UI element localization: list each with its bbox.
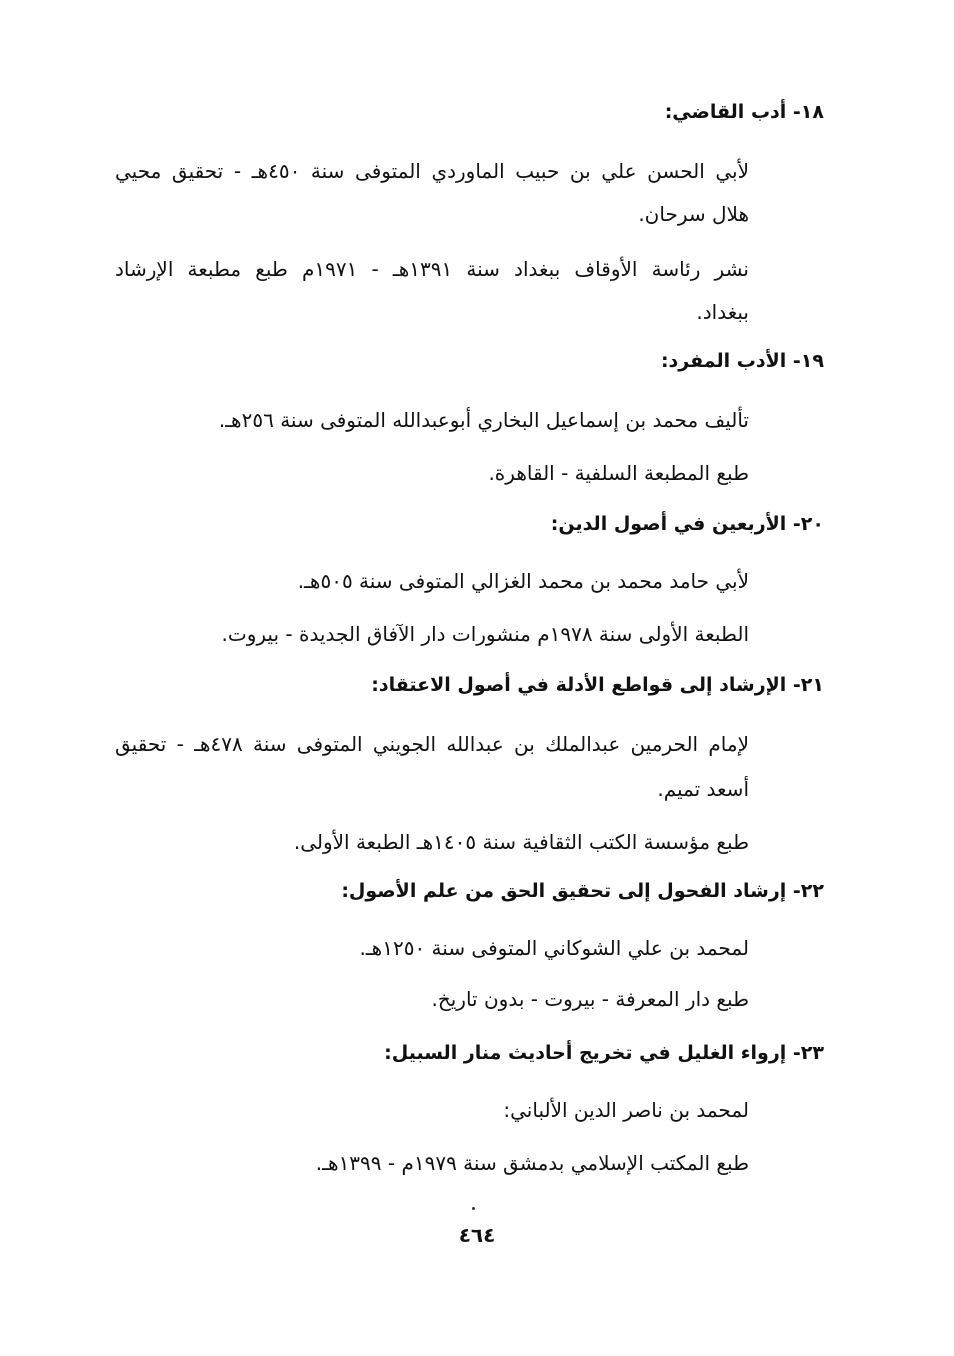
entry-heading-18: ١٨- أدب القاضي: [664, 101, 824, 123]
entry-heading-19: ١٩- الأدب المفرد: [660, 350, 824, 372]
entry-18-line-1: لأبي الحسن علي بن حبيب الماوردي المتوفى سنة ٤٥٠هـ - تحقيق محيي [115, 159, 749, 183]
entry-21-line-3: طبع مؤسسة الكتب الثقافية سنة ١٤٠٥هـ الطبعة الأولى. [293, 830, 749, 854]
entry-21-line-1: لإمام الحرمين عبدالملك بن عبدالله الجويني المتوفى سنة ٤٧٨هـ - تحقيق [115, 732, 749, 756]
scan-speck [472, 1207, 475, 1210]
entry-22-line-2: طبع دار المعرفة - بيروت - بدون تاريخ. [431, 987, 749, 1011]
entry-19-line-1: تأليف محمد بن إسماعيل البخاري أبوعبدالله المتوفى سنة ٢٥٦هـ. [218, 408, 749, 432]
entry-23-line-1: لمحمد بن ناصر الدين الألباني: [503, 1098, 749, 1122]
entry-23-line-2: طبع المكتب الإسلامي بدمشق سنة ١٩٧٩م - ١٣٩٩هـ. [315, 1151, 749, 1175]
entry-20-line-1: لأبي حامد محمد بن محمد الغزالي المتوفى سنة ٥٠٥هـ. [297, 569, 749, 593]
entry-heading-22: ٢٢- إرشاد الفحول إلى تحقيق الحق من علم الأصول: [341, 880, 824, 902]
entry-18-line-4: ببغداد. [696, 300, 749, 324]
entry-19-line-2: طبع المطبعة السلفية - القاهرة. [488, 461, 749, 485]
entry-22-line-1: لمحمد بن علي الشوكاني المتوفى سنة ١٢٥٠هـ. [359, 936, 749, 960]
entry-heading-20: ٢٠- الأربعين في أصول الدين: [550, 513, 824, 535]
page-number: ٤٦٤ [458, 1223, 496, 1247]
entry-20-line-2: الطبعة الأولى سنة ١٩٧٨م منشورات دار الآفاق الجديدة - بيروت. [221, 622, 749, 646]
entry-heading-21: ٢١- الإرشاد إلى قواطع الأدلة في أصول الاعتقاد: [371, 674, 824, 696]
entry-heading-23: ٢٣- إرواء الغليل في تخريج أحاديث منار السبيل: [384, 1042, 824, 1064]
entry-18-line-2: هلال سرحان. [638, 202, 749, 226]
entry-18-line-3: نشر رئاسة الأوقاف ببغداد سنة ١٣٩١هـ - ١٩٧١م طبع مطبعة الإرشاد [115, 257, 749, 281]
entry-21-line-2: أسعد تميم. [657, 777, 749, 801]
